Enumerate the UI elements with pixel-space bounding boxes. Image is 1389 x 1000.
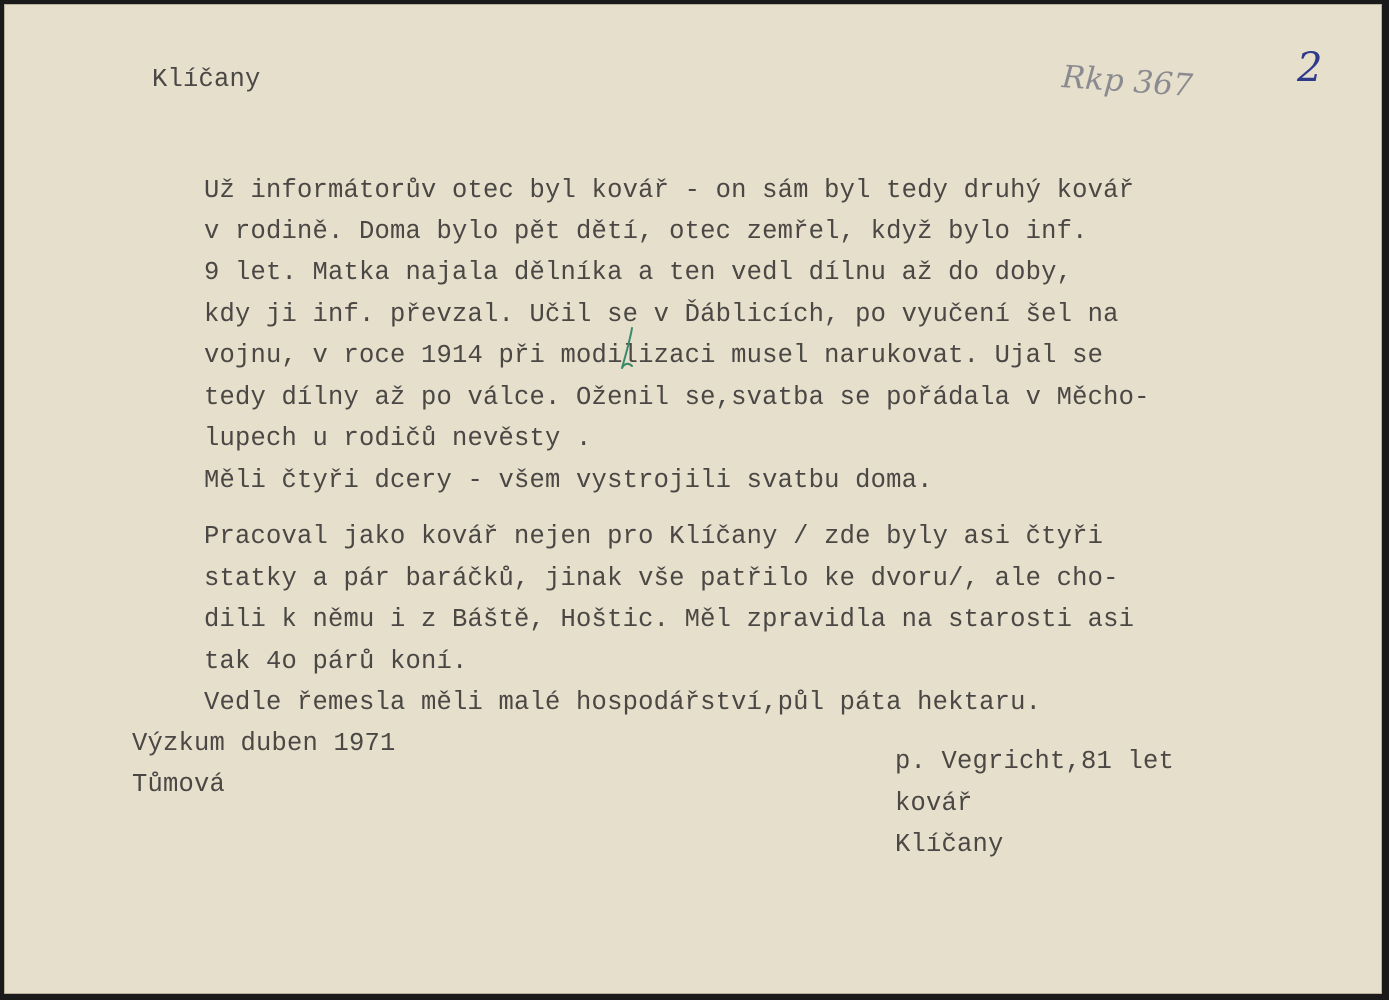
- archive-card: [4, 4, 1382, 994]
- text-line: 9 let. Matka najala dělníka a ten vedl dílnu až do doby,: [204, 258, 1073, 287]
- shelfmark: Rkp 367: [1060, 59, 1194, 105]
- text-line: tedy dílny až po válce. Oženil se,svatba se pořádala v Měcho-: [204, 383, 1150, 412]
- text-line: Pracoval jako kovář nejen pro Klíčany / zde byly asi čtyři: [204, 522, 1104, 551]
- text-line: tak 4o párů koní.: [204, 647, 468, 676]
- text-line: statky a pár baráčků, jinak vše patřilo ke dvoru/, ale cho-: [204, 564, 1119, 593]
- text-line: lupech u rodičů nevěsty .: [204, 424, 592, 453]
- research-date: Výzkum duben 1971: [132, 729, 396, 758]
- informant-occupation: kovář: [895, 789, 973, 818]
- informant-name: p. Vegricht,81 let: [895, 747, 1175, 776]
- text-line: Měli čtyři dcery - všem vystrojili svatbu doma.: [204, 466, 933, 495]
- text-line: Už informátorův otec byl kovář - on sám byl tedy druhý kovář: [204, 176, 1135, 205]
- page-number: 2: [1297, 45, 1323, 91]
- text-line: vojnu, v roce 1914 při modilizaci musel narukovat. Ujal se: [204, 341, 1104, 370]
- paragraph-3: Vedle řemesla měli malé hospodářství,půl páta hektaru.: [204, 688, 1042, 717]
- text-line: kdy ji inf. převzal. Učil se v Ďáblicích, po vyučení šel na: [204, 300, 1119, 329]
- correction-mark: [614, 326, 644, 374]
- informant-village: Klíčany: [895, 830, 1004, 859]
- text-line: v rodině. Doma bylo pět dětí, otec zemřel, když bylo inf.: [204, 217, 1088, 246]
- text-line: dili k němu i z Báště, Hoštic. Měl zpravidla na starosti asi: [204, 605, 1135, 634]
- researcher-name: Tůmová: [132, 770, 226, 799]
- place-heading: Klíčany: [152, 65, 261, 94]
